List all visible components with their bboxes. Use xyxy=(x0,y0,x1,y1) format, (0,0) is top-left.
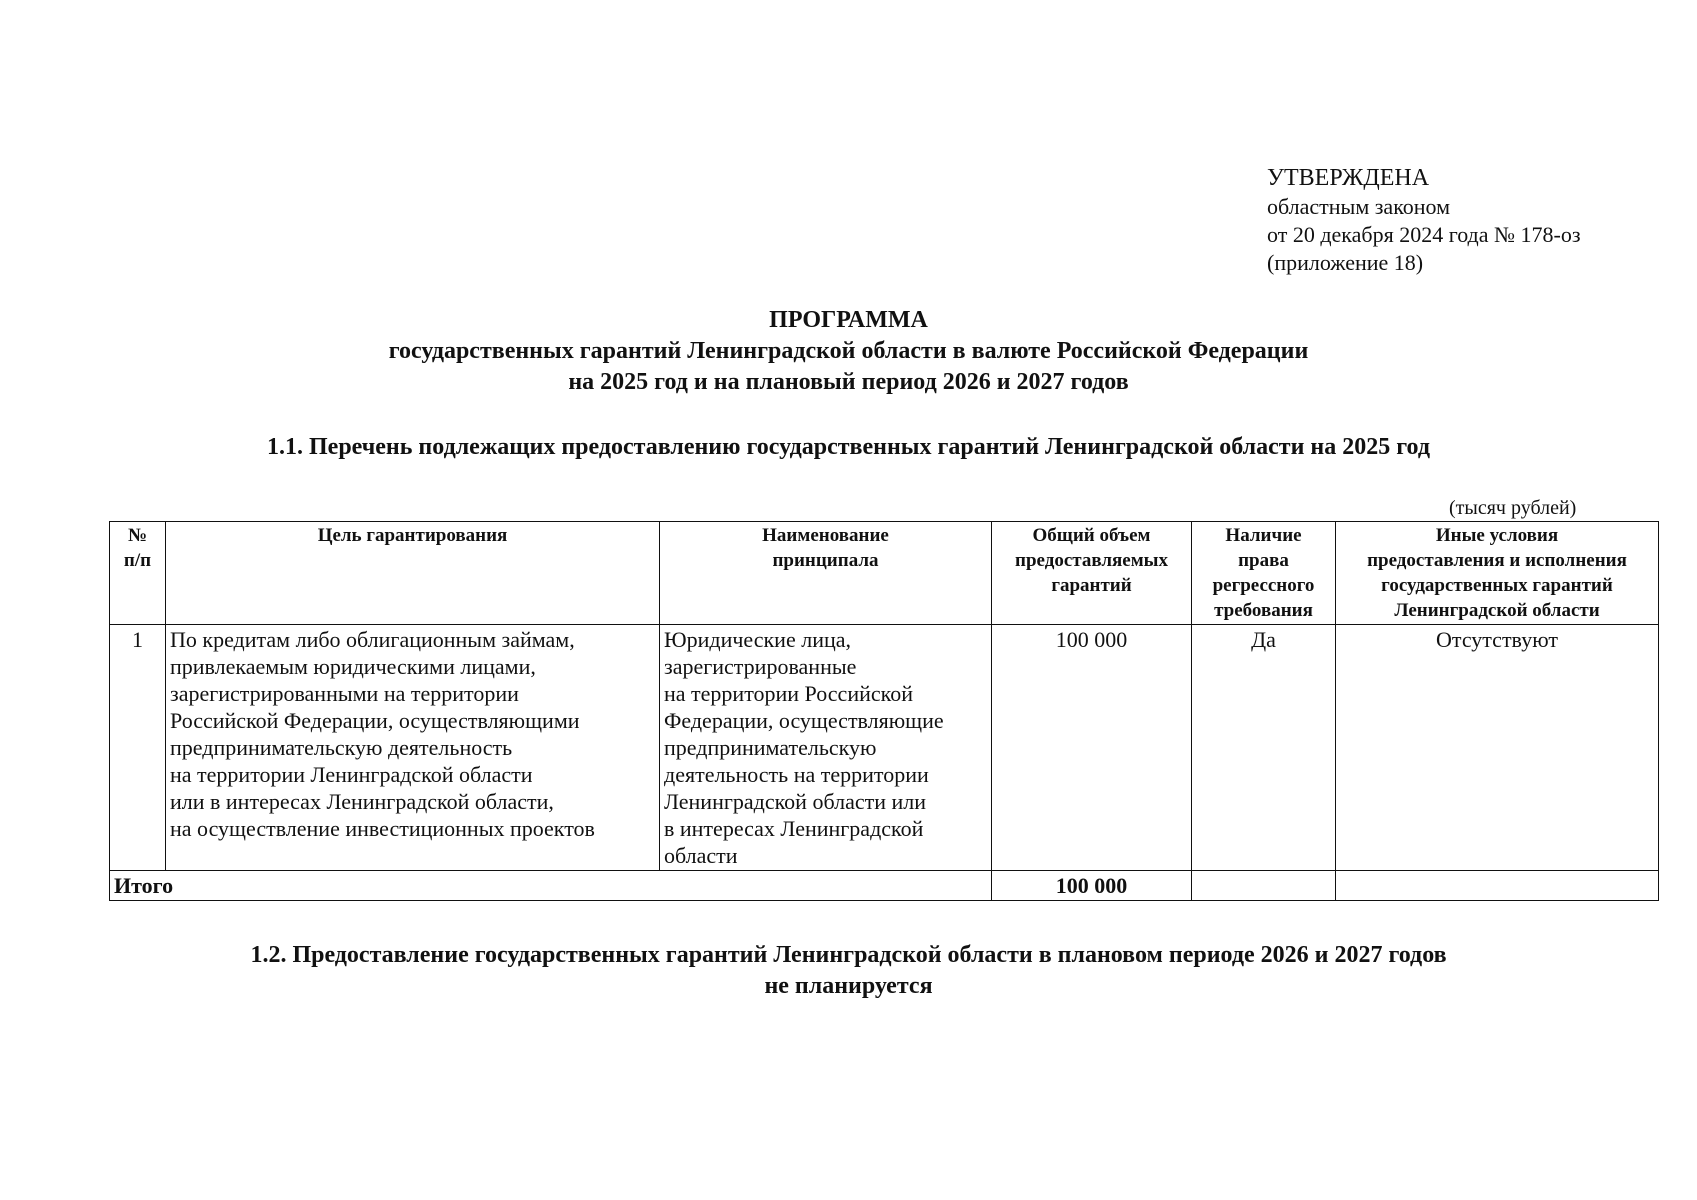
section-2-heading xyxy=(0,940,1697,1002)
table-row xyxy=(110,625,1659,871)
section-1-heading xyxy=(0,432,1697,463)
row-other-conditions: Отсутствуют xyxy=(1336,625,1659,871)
approval-line: (приложение 18) xyxy=(1267,250,1424,275)
row-number: 1 xyxy=(110,625,166,871)
table-header-row xyxy=(110,522,1659,625)
header-number: № п/п xyxy=(110,522,166,625)
row-volume: 100 000 xyxy=(992,625,1192,871)
program-subtitle-line: на 2025 год и на плановый период 2026 и 2027 годов xyxy=(568,369,1129,395)
units-note: (тысяч рублей) xyxy=(1449,497,1577,519)
total-other-empty xyxy=(1336,871,1659,901)
section-2-line: 1.2. Предоставление государственных гарантий Ленинградской области в плановом периоде 2026 и 2027 годов xyxy=(250,942,1447,968)
row-principal: Юридические лица, зарегистрированные на территории Российской Федерации, осуществляющие предпринимательскую деятельность на территории Ленинградской области или в интересах Ленинградской области xyxy=(660,625,992,871)
approval-title: УТВЕРЖДЕНА xyxy=(1267,165,1430,191)
total-volume: 100 000 xyxy=(992,871,1192,901)
program-title-block xyxy=(0,305,1697,398)
row-regress: Да xyxy=(1192,625,1336,871)
program-subtitle-line: государственных гарантий Ленинградской области в валюте Российской Федерации xyxy=(388,338,1309,364)
header-volume: Общий объем предоставляемых гарантий xyxy=(992,522,1192,625)
section-2-line: не планируется xyxy=(764,973,933,999)
header-principal: Наименование принципала xyxy=(660,522,992,625)
total-label: Итого xyxy=(110,871,992,901)
total-regress-empty xyxy=(1192,871,1336,901)
approval-line: областным законом xyxy=(1267,194,1451,219)
header-other-conditions: Иные условия предоставления и исполнения государственных гарантий Ленинградской области xyxy=(1336,522,1659,625)
guarantees-table xyxy=(109,521,1659,901)
row-purpose: По кредитам либо облигационным займам, привлекаемым юридическими лицами, зарегистрированными на территории Российской Федерации, осуществляющими предпринимательскую деятельность на территории Ленинградской области или в интересах Ленинградской области, на осуществление инвестиционных проектов xyxy=(166,625,660,871)
program-title: ПРОГРАММА xyxy=(769,307,928,333)
header-regress: Наличие права регрессного требования xyxy=(1192,522,1336,625)
approval-line: от 20 декабря 2024 года № 178-оз xyxy=(1267,222,1581,247)
section-1-title: 1.1. Перечень подлежащих предоставлению государственных гарантий Ленинградской области на 2025 год xyxy=(267,434,1430,460)
header-purpose: Цель гарантирования xyxy=(166,522,660,625)
table-total-row xyxy=(110,871,1659,901)
approval-block xyxy=(1267,163,1581,277)
